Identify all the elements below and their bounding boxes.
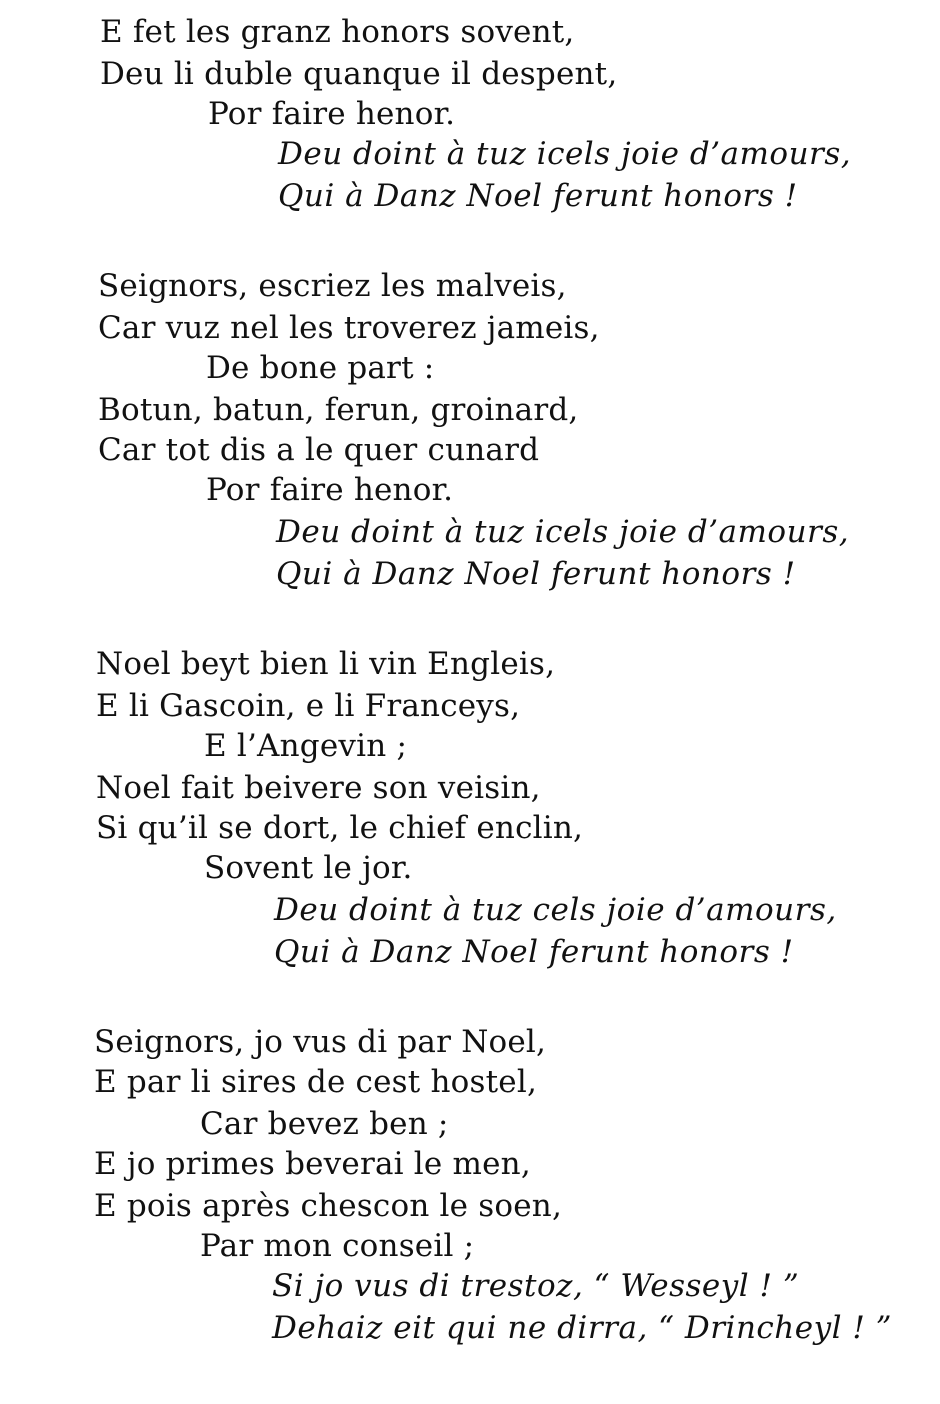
refrain-line: Qui à Danz Noel ferunt honors ! (278, 178, 798, 214)
refrain-line: Deu doint à tuz cels joie d’amours, (274, 892, 837, 928)
verse-line-indented: Sovent le jor. (204, 850, 413, 886)
refrain-line: Qui à Danz Noel ferunt honors ! (274, 934, 794, 970)
verse-line: E par li sires de cest hostel, (94, 1064, 537, 1100)
verse-line-indented: Par mon conseil ; (200, 1228, 475, 1264)
verse-line-indented: Por faire henor. (208, 96, 456, 132)
verse-line-indented: De bone part : (206, 350, 435, 386)
verse-line: E jo primes beverai le men, (94, 1146, 531, 1182)
verse-line: Seignors, escriez les malveis, (98, 268, 567, 304)
verse-line-indented: Car bevez ben ; (200, 1106, 449, 1142)
verse-line: E pois après chescon le soen, (94, 1188, 562, 1224)
refrain-line: Dehaiz eit qui ne dirra, “ Drincheyl ! ” (272, 1310, 893, 1346)
refrain-line: Si jo vus di trestoz, “ Wesseyl ! ” (272, 1268, 800, 1304)
verse-line: Seignors, jo vus di par Noel, (94, 1024, 547, 1060)
verse-line: Si qu’il se dort, le chief enclin, (96, 810, 584, 846)
verse-line-indented: Por faire henor. (206, 472, 454, 508)
verse-line: Deu li duble quanque il despent, (100, 56, 618, 92)
refrain-line: Deu doint à tuz icels joie d’amours, (278, 136, 852, 172)
verse-line: Noel fait beivere son veisin, (96, 770, 541, 806)
verse-line: E li Gascoin, e li Franceys, (96, 688, 521, 724)
verse-line: Car vuz nel les troverez jameis, (98, 310, 600, 346)
verse-line: Car tot dis a le quer cunard (98, 432, 540, 468)
refrain-line: Qui à Danz Noel ferunt honors ! (276, 556, 796, 592)
refrain-line: Deu doint à tuz icels joie d’amours, (276, 514, 850, 550)
verse-line: Botun, batun, ferun, groinard, (98, 392, 579, 428)
verse-line-indented: E l’Angevin ; (204, 728, 408, 764)
verse-line: E fet les granz honors sovent, (100, 14, 575, 50)
verse-line: Noel beyt bien li vin Engleis, (96, 646, 556, 682)
